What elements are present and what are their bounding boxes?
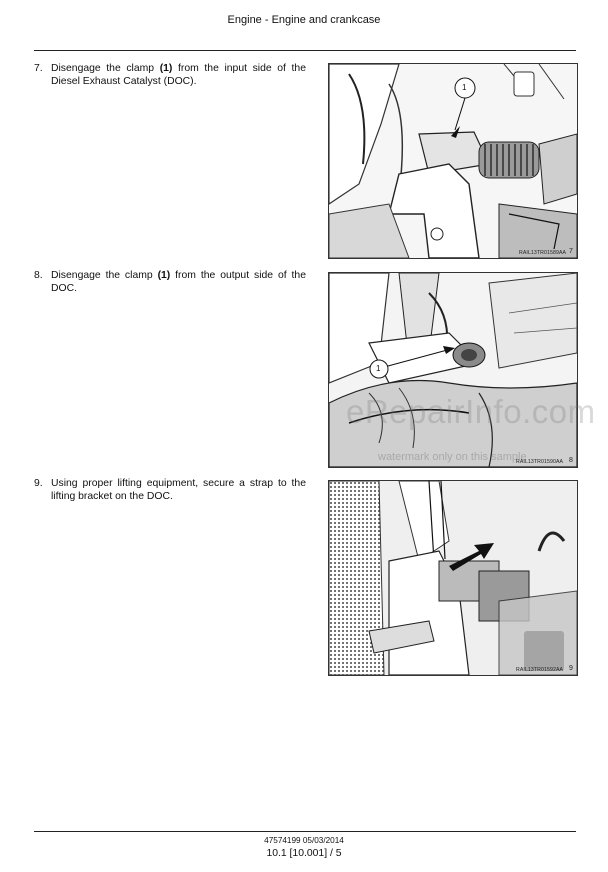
footer-divider [34, 831, 576, 832]
figure-9-photo [328, 480, 578, 676]
page-header: Engine - Engine and crankcase [227, 14, 381, 26]
watermark: eRepairInfo.com [346, 393, 596, 430]
figure-8-photo [328, 272, 578, 468]
figure-number: 7 [569, 248, 573, 255]
step-number: 7. [34, 63, 43, 74]
figure-8-illustration [329, 273, 577, 467]
footer-doc-code: 47574199 05/03/2014 [264, 836, 344, 845]
footer-page-ref: 10.1 [10.001] / 5 [266, 848, 342, 859]
callout-label: 1 [462, 83, 467, 92]
figure-7-illustration [329, 64, 577, 258]
callout-label: 1 [376, 364, 381, 373]
step-7 [34, 63, 306, 88]
step-8 [34, 270, 306, 295]
header-divider [34, 50, 576, 51]
callout-ref: (1) [157, 270, 171, 281]
callout-ref: (1) [159, 63, 173, 74]
figure-number: 9 [569, 665, 573, 672]
step-number: 9. [34, 478, 43, 489]
figure-code: RAIL13TR01592AA [516, 667, 564, 673]
watermark-subtitle: watermark only on this sample [378, 451, 527, 463]
step-9 [34, 478, 306, 503]
step-text: Disengage the clamp (1) from the input side of the Diesel Exhaust Catalyst (DOC). [51, 63, 306, 87]
figure-code: RAIL13TR01589AA [519, 250, 567, 256]
figure-code: RAIL13TR01590AA [516, 459, 564, 465]
figure-9-illustration [329, 481, 577, 675]
step-text: Using proper lifting equipment, secure a strap to the lifting bracket on the DOC. [51, 478, 306, 502]
step-number: 8. [34, 270, 43, 281]
figure-number: 8 [569, 457, 573, 464]
figure-7-photo [328, 63, 578, 259]
step-text: Disengage the clamp (1) from the output side of the DOC. [51, 270, 306, 294]
